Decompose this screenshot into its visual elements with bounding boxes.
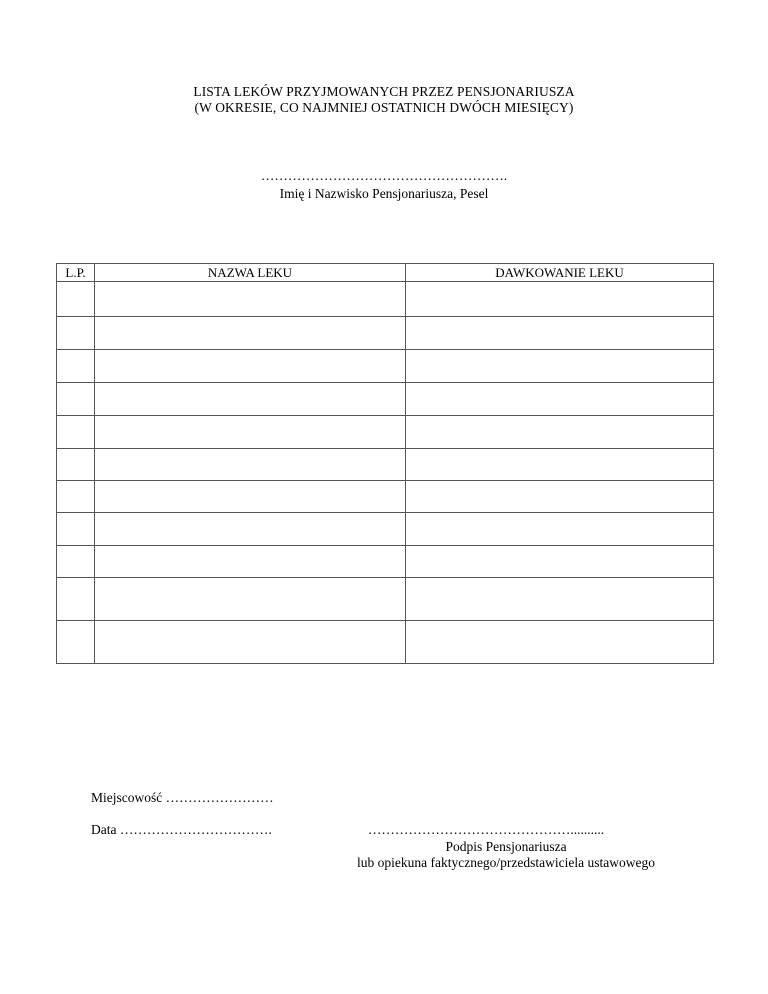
cell-drug-name[interactable]	[95, 578, 406, 621]
cell-dosage[interactable]	[406, 317, 714, 350]
table-row	[57, 449, 714, 481]
cell-drug-name[interactable]	[95, 383, 406, 416]
medication-table	[56, 263, 714, 664]
cell-lp[interactable]	[57, 350, 95, 383]
cell-dosage[interactable]	[406, 383, 714, 416]
cell-dosage[interactable]	[406, 513, 714, 546]
date-field[interactable]: Data …………………………….	[91, 822, 272, 837]
place-field[interactable]: Miejscowość ……………………	[91, 790, 274, 805]
column-header-drug-name: NAZWA LEKU	[95, 264, 406, 282]
cell-dosage[interactable]	[406, 546, 714, 578]
cell-drug-name[interactable]	[95, 449, 406, 481]
cell-drug-name[interactable]	[95, 350, 406, 383]
cell-drug-name[interactable]	[95, 317, 406, 350]
signature-field[interactable]: ………………………………………..........	[367, 822, 605, 837]
cell-drug-name[interactable]	[95, 546, 406, 578]
cell-drug-name[interactable]	[95, 282, 406, 317]
resident-name-field[interactable]: ……………………………………………….	[260, 168, 508, 183]
cell-lp[interactable]	[57, 416, 95, 449]
cell-lp[interactable]	[57, 317, 95, 350]
cell-lp[interactable]	[57, 578, 95, 621]
column-header-dosage: DAWKOWANIE LEKU	[406, 264, 714, 282]
resident-name-caption: Imię i Nazwisko Pensjonariusza, Pesel	[279, 186, 489, 201]
cell-dosage[interactable]	[406, 621, 714, 664]
cell-dosage[interactable]	[406, 481, 714, 513]
table-row	[57, 513, 714, 546]
cell-dosage[interactable]	[406, 578, 714, 621]
table-row	[57, 481, 714, 513]
cell-drug-name[interactable]	[95, 481, 406, 513]
column-header-lp: L.P.	[57, 264, 95, 282]
cell-dosage[interactable]	[406, 416, 714, 449]
table-row	[57, 578, 714, 621]
table-row	[57, 383, 714, 416]
cell-drug-name[interactable]	[95, 621, 406, 664]
table-row	[57, 416, 714, 449]
cell-dosage[interactable]	[406, 449, 714, 481]
cell-drug-name[interactable]	[95, 416, 406, 449]
cell-lp[interactable]	[57, 282, 95, 317]
cell-lp[interactable]	[57, 546, 95, 578]
signature-caption-line1: Podpis Pensjonariusza	[445, 839, 567, 854]
cell-lp[interactable]	[57, 621, 95, 664]
table-row	[57, 546, 714, 578]
table-row	[57, 317, 714, 350]
document-title-line2: (W OKRESIE, CO NAJMNIEJ OSTATNICH DWÓCH MIESIĘCY)	[194, 100, 574, 115]
table-row	[57, 621, 714, 664]
cell-drug-name[interactable]	[95, 513, 406, 546]
signature-caption-line2: lub opiekuna faktycznego/przedstawiciela ustawowego	[356, 855, 655, 870]
table-row	[57, 350, 714, 383]
cell-lp[interactable]	[57, 513, 95, 546]
cell-lp[interactable]	[57, 383, 95, 416]
table-row	[57, 282, 714, 317]
cell-dosage[interactable]	[406, 282, 714, 317]
cell-lp[interactable]	[57, 481, 95, 513]
table-header-row	[57, 264, 714, 282]
document-title-line1: LISTA LEKÓW PRZYJMOWANYCH PRZEZ PENSJONARIUSZA	[193, 84, 575, 99]
cell-dosage[interactable]	[406, 350, 714, 383]
cell-lp[interactable]	[57, 449, 95, 481]
